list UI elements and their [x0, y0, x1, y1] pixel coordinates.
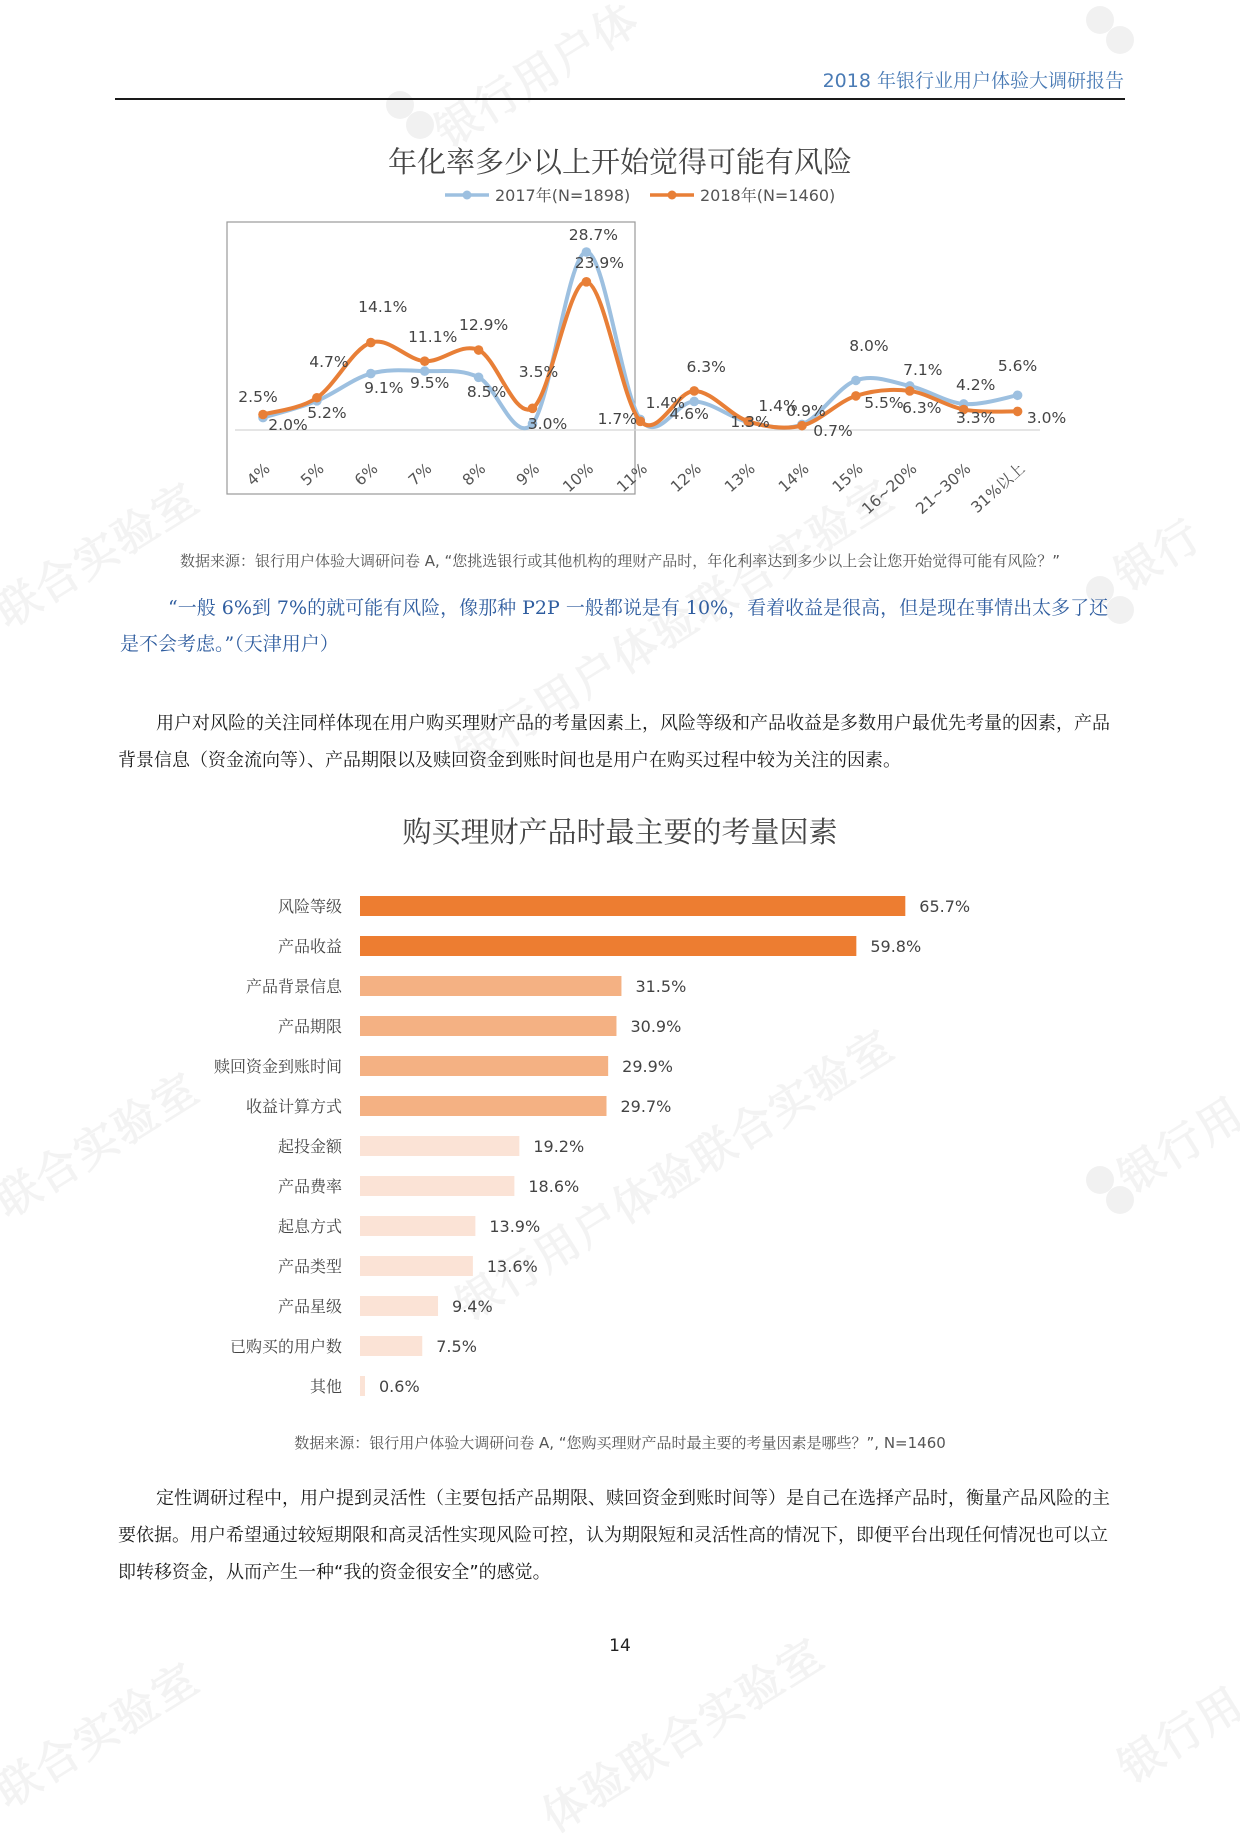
data-label: 12.9%	[458, 316, 509, 334]
legend-marker-2017	[463, 191, 472, 200]
data-label: 0.7%	[813, 422, 853, 440]
bar	[360, 896, 905, 916]
chart1-title: 年化率多少以上开始觉得可能有风险	[387, 145, 852, 179]
data-label: 7.1%	[903, 361, 943, 379]
category-label: 产品类型	[277, 1257, 342, 1276]
bar	[360, 1376, 365, 1396]
data-label: 59.8%	[870, 937, 922, 956]
data-label: 29.7%	[620, 1097, 672, 1116]
data-label: 30.9%	[630, 1017, 682, 1036]
category-label: 产品星级	[277, 1297, 342, 1316]
category-label: 赎回资金到账时间	[213, 1057, 342, 1076]
data-label: 2.0%	[268, 416, 308, 434]
category-label: 起息方式	[277, 1217, 342, 1236]
data-label: 31.5%	[635, 977, 687, 996]
data-point-2018	[905, 386, 915, 396]
bar	[360, 936, 856, 956]
data-label: 28.7%	[568, 226, 619, 244]
body-paragraph: 定性调研过程中，用户提到灵活性（主要包括产品期限、赎回资金到账时间等）是自己在选择产品时，衡量产品风险的主要依据。用户希望通过较短期限和高灵活性实现风险可控，认为期限短和灵活性高的情况下，即便平台出现任何情况也可以立即转移资金，从而产生一种“我的资金很安全”的感觉。	[118, 1488, 1110, 1583]
category-label: 其他	[309, 1377, 342, 1396]
data-label: 0.6%	[379, 1377, 420, 1396]
data-label: 1.4%	[758, 397, 798, 415]
category-label: 产品收益	[277, 937, 342, 956]
data-point-2017	[1013, 390, 1023, 400]
data-label: 1.4%	[645, 394, 685, 412]
x-tick-label: 4%	[243, 459, 274, 490]
bar	[360, 976, 621, 996]
watermark-text	[0, 1644, 209, 1820]
data-label: 23.9%	[574, 254, 625, 272]
data-label: 13.9%	[489, 1217, 541, 1236]
category-label: 产品期限	[277, 1017, 342, 1036]
data-label: 4.2%	[956, 376, 996, 394]
category-label: 已购买的用户数	[229, 1337, 342, 1356]
category-label: 产品背景信息	[245, 977, 342, 996]
data-label: 8.0%	[849, 337, 889, 355]
x-tick-label: 6%	[351, 459, 382, 490]
data-point-2018	[1013, 407, 1023, 417]
data-label: 3.0%	[1026, 409, 1067, 427]
bar	[360, 1336, 422, 1356]
data-label: 5.2%	[307, 404, 347, 422]
bar	[360, 1216, 475, 1236]
x-tick-label: 8%	[458, 459, 490, 490]
data-point-2018	[312, 393, 322, 403]
category-label: 收益计算方式	[245, 1097, 342, 1116]
x-tick-label: 12%	[667, 459, 705, 497]
data-point-2018	[528, 404, 538, 414]
data-label: 5.5%	[864, 394, 904, 412]
data-point-2018	[474, 345, 484, 355]
category-label: 风险等级	[277, 897, 342, 916]
x-tick-label: 14%	[775, 459, 813, 497]
bar-chart	[0, 880, 1240, 1400]
data-point-2017	[366, 369, 376, 379]
data-point-2018	[851, 391, 861, 401]
data-label: 1.7%	[597, 410, 637, 428]
bar	[360, 1256, 473, 1276]
data-point-2017	[851, 376, 861, 386]
chart1-source: 数据来源：银行用户体验大调研问卷 A, “您挑选银行或其他机构的理财产品时，年化利率达到多少以上会让您开始觉得可能有风险？”	[179, 552, 1061, 570]
legend-marker-2018	[668, 191, 677, 200]
data-label: 7.5%	[436, 1337, 477, 1356]
bar	[360, 1056, 608, 1076]
legend-label-2017: 2017年(N=1898)	[495, 186, 631, 205]
data-label: 4.7%	[309, 353, 349, 371]
data-label: 6.3%	[902, 399, 942, 417]
body-paragraph: 用户对风险的关注同样体现在用户购买理财产品的考量因素上，风险等级和产品收益是多数用户最优先考量的因素，产品背景信息（资金流向等）、产品期限以及赎回资金到账时间也是用户在购买过程中较为关注的因素。	[118, 713, 1110, 771]
data-label: 5.6%	[997, 357, 1038, 375]
x-tick-label: 10%	[559, 459, 598, 497]
data-label: 11.1%	[408, 328, 458, 346]
data-label: 65.7%	[919, 897, 971, 916]
data-label: 3.0%	[527, 415, 568, 433]
watermark-text	[1104, 1668, 1240, 1795]
bar	[360, 1016, 616, 1036]
data-point-2018	[420, 356, 430, 366]
data-label: 14.1%	[358, 298, 408, 316]
user-quote: “一般 6%到 7%的就可能有风险，像那种 P2P 一般都说是有 10%，看着收益是很高，但是现在事情出太多了还是不会考虑。”（天津用户）	[120, 597, 1109, 655]
data-label: 4.6%	[669, 405, 709, 423]
page-number: 14	[609, 1636, 631, 1656]
category-label: 起投金额	[277, 1137, 342, 1156]
data-label: 1.3%	[730, 413, 770, 431]
category-label: 产品费率	[277, 1177, 342, 1196]
data-label: 6.3%	[686, 358, 726, 376]
data-label: 2.5%	[238, 388, 278, 406]
data-label: 9.5%	[410, 374, 450, 392]
x-tick-label: 13%	[721, 459, 759, 497]
x-tick-label: 11%	[613, 459, 651, 497]
data-label: 19.2%	[533, 1137, 585, 1156]
data-label: 0.9%	[786, 402, 826, 420]
x-tick-label: 21~30%	[912, 459, 975, 518]
data-label: 29.9%	[622, 1057, 673, 1076]
data-point-2018	[689, 386, 699, 396]
chart2-source: 数据来源：银行用户体验大调研问卷 A, “您购买理财产品时最主要的考量因素是哪些？”, N=1460	[294, 1434, 946, 1452]
data-point-2017	[474, 373, 484, 383]
legend-label-2018: 2018年(N=1460)	[700, 186, 836, 205]
data-label: 9.4%	[452, 1297, 493, 1316]
data-label: 13.6%	[486, 1257, 538, 1276]
x-tick-label: 15%	[828, 459, 867, 497]
data-label: 18.6%	[528, 1177, 580, 1196]
bar	[360, 1296, 438, 1316]
header-title: 2018 年银行业用户体验大调研报告	[822, 70, 1124, 92]
data-point-2018	[797, 421, 807, 431]
data-point-2018	[582, 277, 592, 287]
chart2-title: 购买理财产品时最主要的考量因素	[402, 815, 838, 849]
x-tick-label: 5%	[297, 459, 328, 490]
data-label: 8.5%	[466, 383, 507, 401]
x-tick-label: 31%以上	[967, 459, 1029, 517]
x-tick-label: 16~20%	[858, 459, 921, 518]
data-label: 9.1%	[364, 379, 404, 397]
data-label: 3.5%	[518, 363, 559, 381]
bar	[360, 1096, 607, 1116]
bar	[360, 1136, 519, 1156]
x-tick-label: 9%	[512, 459, 544, 490]
x-tick-label: 7%	[405, 459, 436, 490]
bar	[360, 1176, 514, 1196]
data-point-2018	[366, 338, 376, 348]
data-label: 3.3%	[956, 409, 996, 427]
data-point-2018	[258, 410, 268, 420]
line-chart	[0, 0, 1240, 530]
